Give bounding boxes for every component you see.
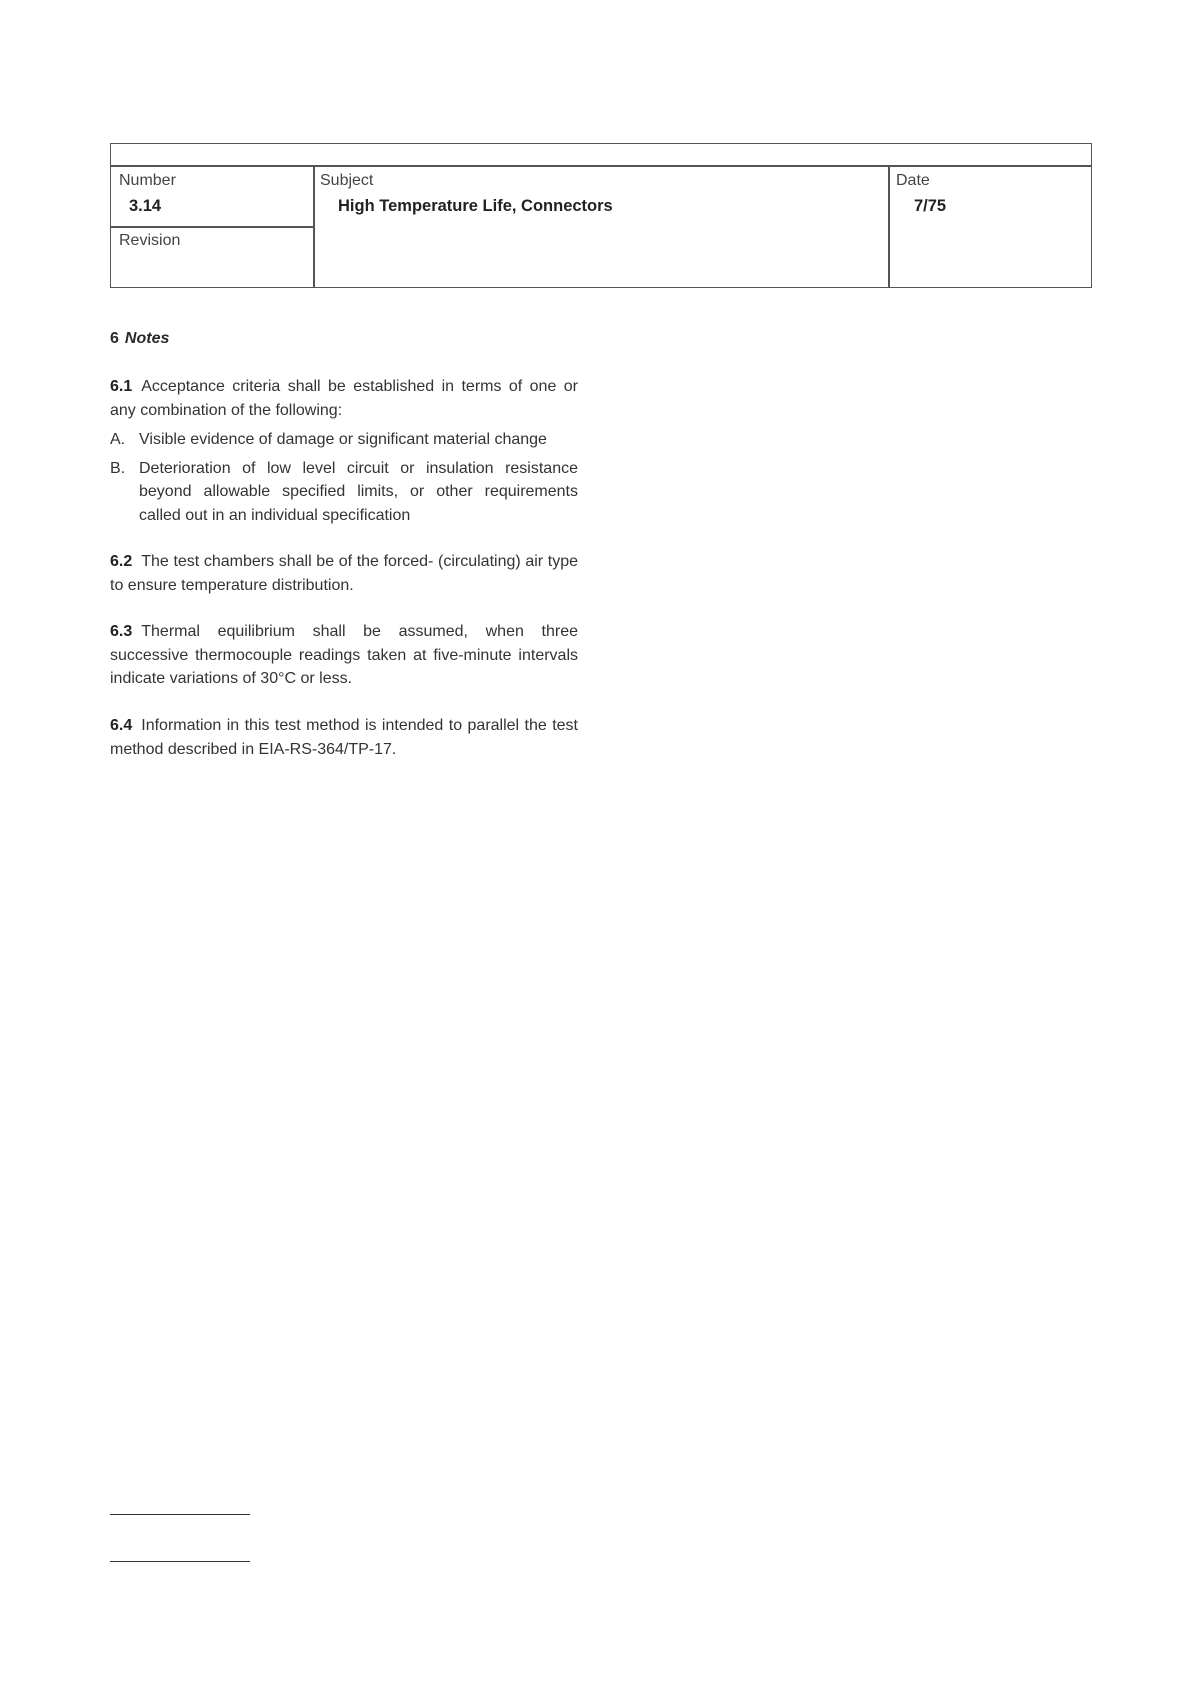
date-label: Date	[896, 172, 930, 189]
subject-value: High Temperature Life, Connectors	[338, 197, 613, 215]
revision-label: Revision	[119, 232, 181, 249]
divider	[313, 165, 315, 287]
paragraph-6-3	[110, 620, 578, 691]
list-item	[110, 428, 578, 452]
footer-rule	[110, 1514, 250, 1515]
number-value: 3.14	[129, 197, 162, 215]
paragraph-number: 6.2	[110, 553, 133, 570]
divider	[111, 226, 313, 228]
section-heading	[110, 330, 169, 348]
number-label: Number	[119, 172, 176, 189]
section-title: Notes	[124, 330, 170, 347]
paragraph-text: Acceptance criteria shall be established in terms of one or any combination of the following:	[110, 378, 578, 419]
divider	[111, 165, 1091, 167]
header-table	[110, 143, 1092, 288]
paragraph-number: 6.4	[110, 717, 133, 734]
divider	[888, 165, 890, 287]
subject-label: Subject	[320, 172, 374, 189]
list-text: Visible evidence of damage or significant material change	[139, 431, 547, 449]
paragraph-text: The test chambers shall be of the forced- (circulating) air type to ensure temperature distribution.	[110, 553, 578, 594]
section-number: 6	[110, 330, 119, 347]
paragraph-number: 6.1	[110, 378, 133, 395]
list-item	[110, 457, 578, 528]
paragraph-text: Thermal equilibrium shall be assumed, when three successive thermocouple readings taken at five-minute intervals indicate variations of 30°C or less.	[110, 623, 578, 688]
paragraph-text: Information in this test method is intended to parallel the test method described in EIA-RS-364/TP-17.	[110, 717, 578, 758]
paragraph-6-4	[110, 714, 578, 761]
paragraph-6-2	[110, 550, 578, 597]
footer-rule	[110, 1561, 250, 1562]
paragraph-number: 6.3	[110, 623, 133, 640]
list-marker: A.	[110, 431, 126, 449]
list-marker: B.	[110, 459, 126, 477]
list-text: Deterioration of low level circuit or insulation resistance beyond allowable specified limits, or other requirements called out in an individual specification	[139, 459, 578, 524]
date-value: 7/75	[914, 197, 947, 215]
paragraph-6-1	[110, 375, 578, 528]
